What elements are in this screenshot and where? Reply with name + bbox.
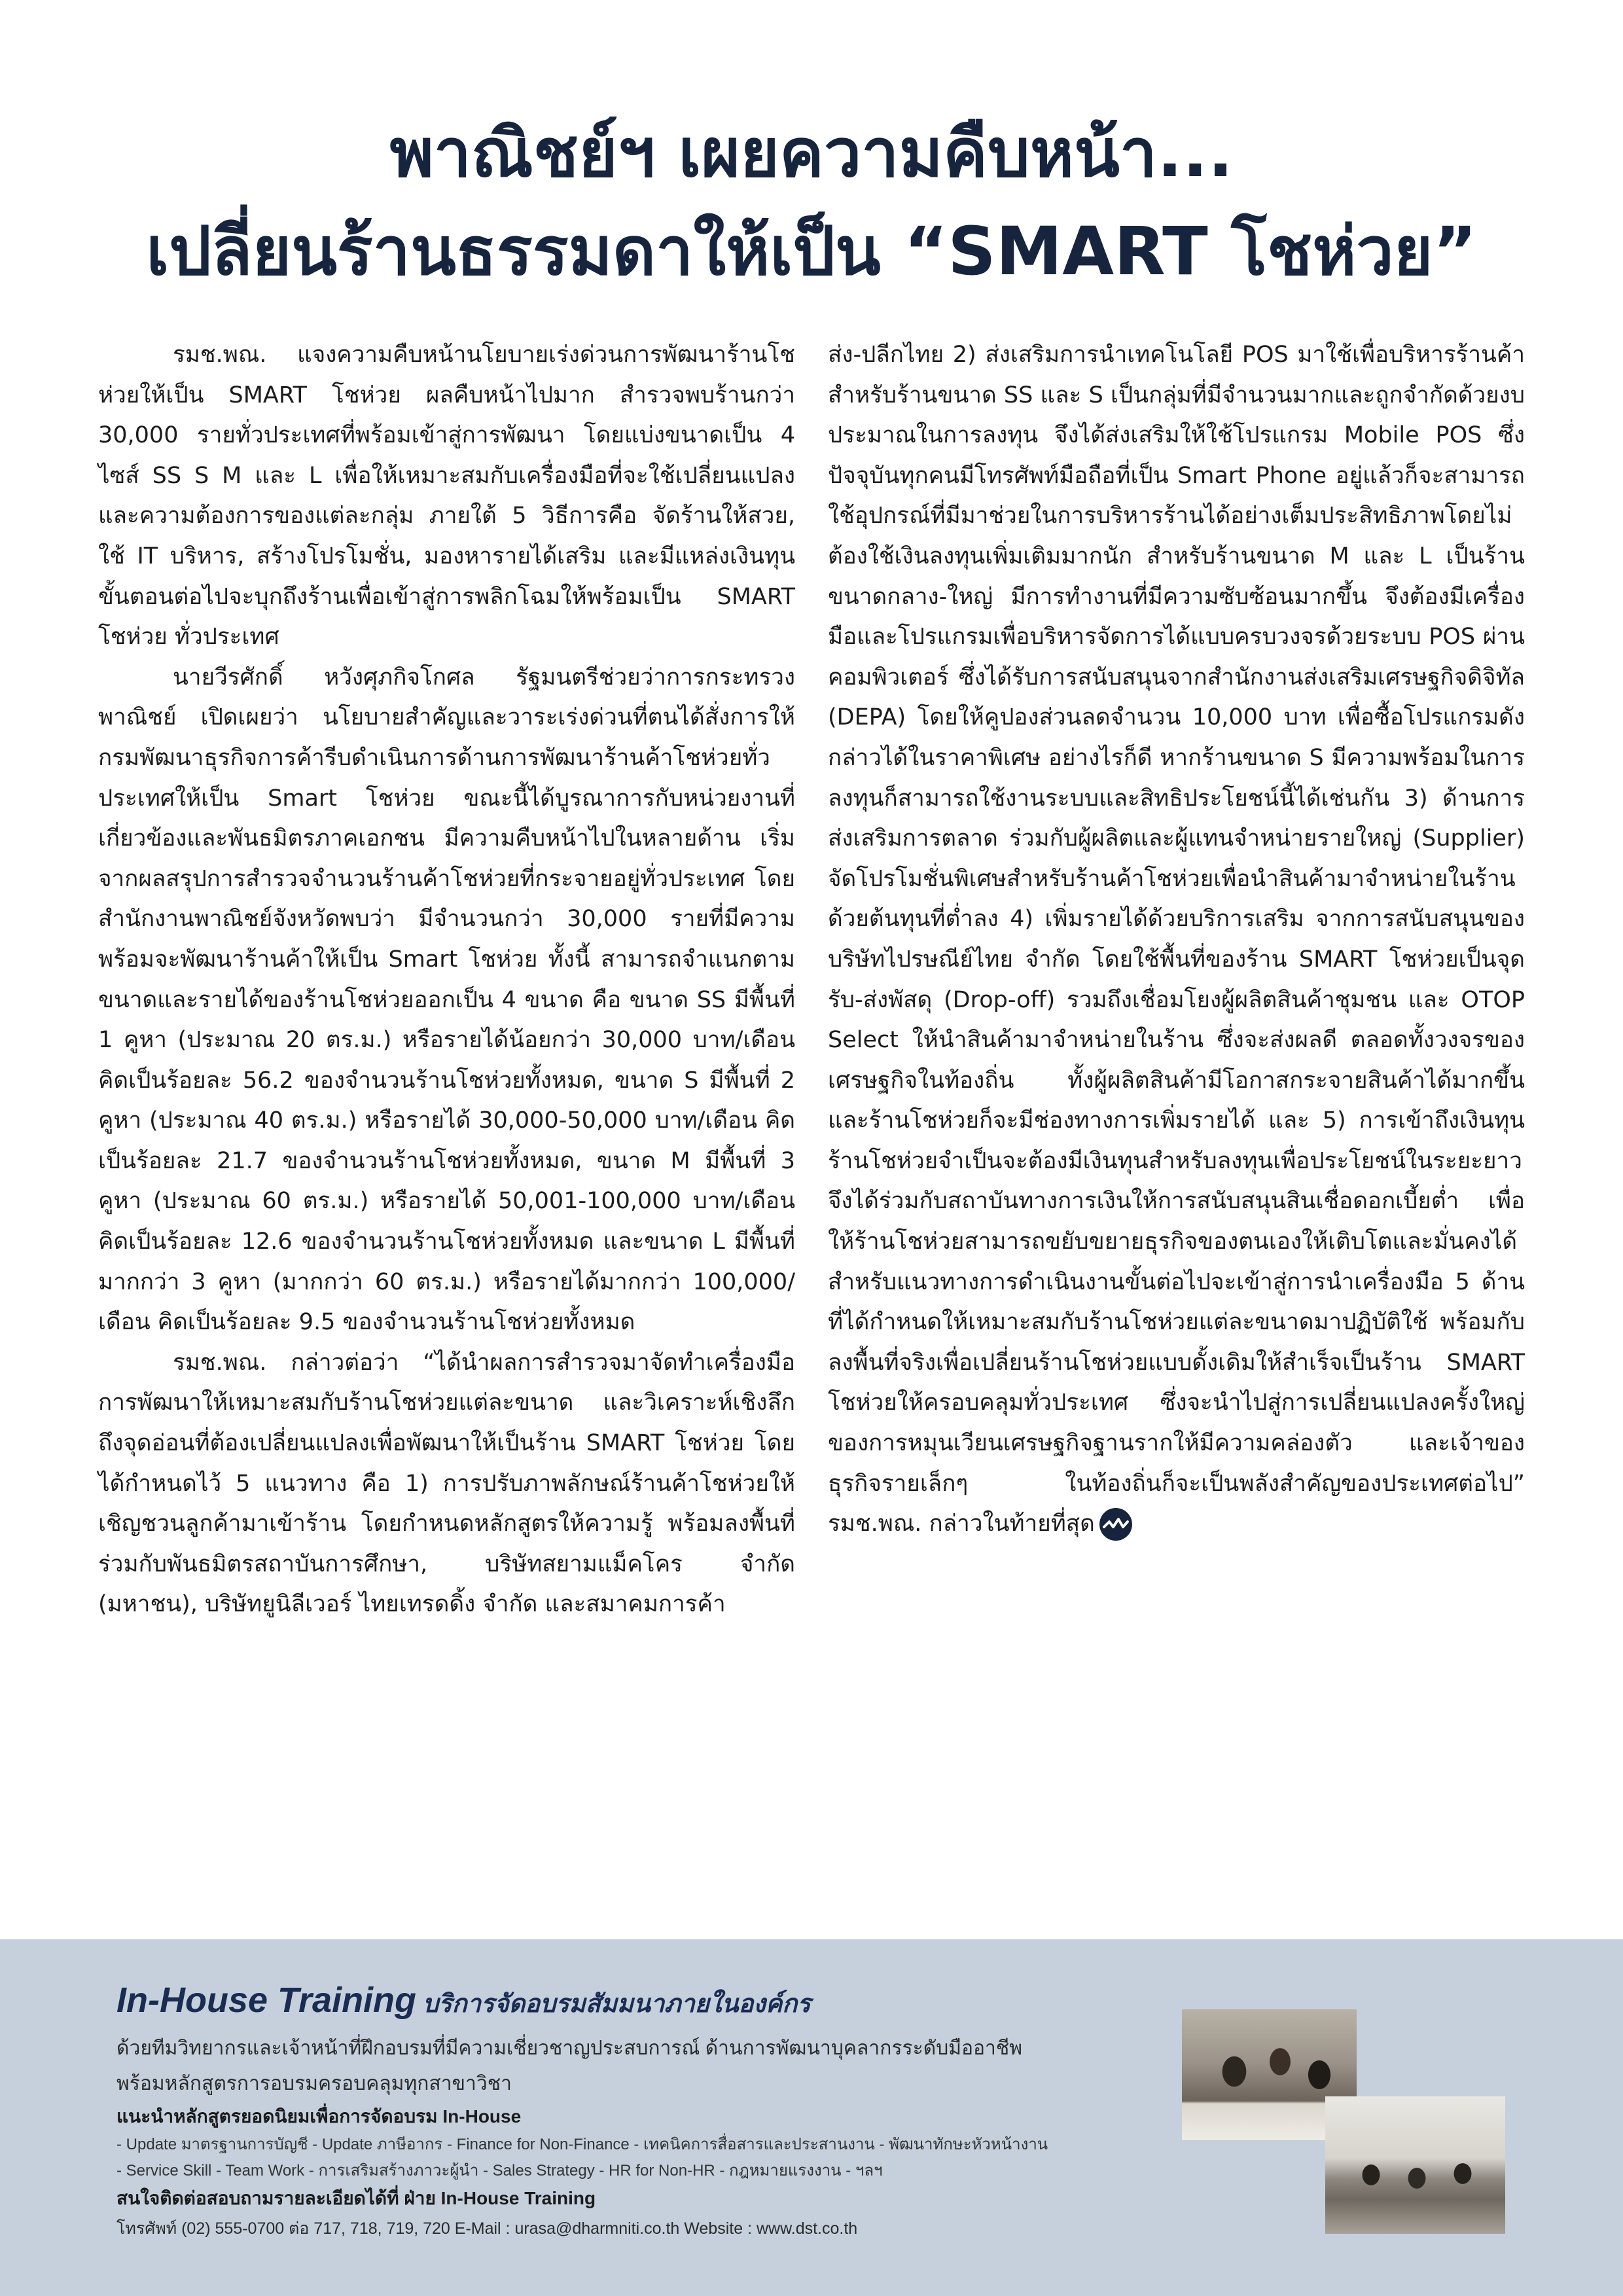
course-list-line-2: - Service Skill - Team Work - การเสริมสร้างภาวะผู้นำ - Sales Strategy - HR for Non-HR - กฎหมายแรงงาน - ฯลฯ <box>116 2162 883 2179</box>
article-paragraph-4 <box>828 335 1525 1545</box>
headline <box>0 105 1623 301</box>
wave-circle-icon <box>1099 1507 1133 1541</box>
banner-description <box>116 2031 1177 2102</box>
headline-line-2: เปลี่ยนร้านธรรมดาให้เป็น “SMART โชห่วย” <box>146 213 1477 291</box>
article-column-left <box>98 335 795 1625</box>
recommended-courses-heading: แนะนำหลักสูตรยอดนิยมเพื่อการจัดอบรม In-House <box>116 2106 522 2126</box>
article-body <box>98 335 1525 1906</box>
banner-text <box>116 1980 1177 2244</box>
banner-title: In-House Training <box>116 1981 417 2020</box>
contact-heading: สนใจติดต่อสอบถามรายละเอียดได้ที่ ฝ่าย In-House Training <box>116 2188 596 2208</box>
headline-line-1: พาณิชย์ฯ เผยความคืบหน้า... <box>389 115 1234 192</box>
article-paragraph-3: รมช.พณ. กล่าวต่อว่า “ได้นำผลการสำรวจมาจัดทำเครื่องมือการพัฒนาให้เหมาะสมกับร้านโชห่วยแต่ละขนาด และวิเคราะห์เชิงลึกถึงจุดอ่อนที่ต้องเปลี่ยนแปลงเพื่อพัฒนาให้เป็นร้าน SMART โชห่วย โดยได้กำหนดไว้ 5 แนวทาง คือ 1) การปรับภาพลักษณ์ร้านค้าโชห่วยให้เชิญชวนลูกค้ามาเข้าร้าน โดยกำหนดหลักสูตรให้ความรู้ พร้อมลงพื้นที่ร่วมกับพันธมิตรสถาบันการศึกษา, บริษัทสยามแม็คโคร จำกัด (มหาชน), บริษัทยูนิลีเวอร์ ไทยเทรดดิ้ง จำกัด และสมาคมการค้า <box>98 1349 795 1618</box>
banner-subtitle: บริการจัดอบรมสัมมนาภายในองค์กร <box>423 1990 811 2018</box>
article-paragraph-4-text: ส่ง-ปลีกไทย 2) ส่งเสริมการนำเทคโนโลยี POS มาใช้เพื่อบริหารร้านค้าสำหรับร้านขนาด SS และ S เป็นกลุ่มที่มีจำนวนมากและถูกจำกัดด้วยงบประมาณในการลงทุน จึงได้ส่งเสริมให้ใช้โปรแกรม Mobile POS ซึ่งปัจจุบันทุกคนมีโทรศัพท์มือถือที่เป็น Smart Phone อยู่แล้วก็จะสามารถใช้อุปกรณ์ที่มีมาช่วยในการบริหารร้านได้อย่างเต็มประสิทธิภาพโดยไม่ต้องใช้เงินลงทุนเพิ่มเติมมากนัก สำหรับร้านขนาด M และ L เป็นร้านขนาดกลาง-ใหญ่ มีการทำงานที่มีความซับซ้อนมากขึ้น จึงต้องมีเครื่องมือและโปรแกรมเพื่อบริหารจัดการได้แบบครบวงจรด้วยระบบ POS ผ่านคอมพิวเตอร์ ซึ่งได้รับการสนับสนุนจากสำนักงานส่งเสริมเศรษฐกิจดิจิทัล (DEPA) โดยให้คูปองส่วนลดจำนวน 10,000 บาท เพื่อซื้อโปรแกรมดังกล่าวได้ในราคาพิเศษ อย่างไรก็ดี หากร้านขนาด S มีความพร้อมในการลงทุนก็สามารถใช้งานระบบและสิทธิประโยชน์นี้ได้เช่นกัน 3) ด้านการส่งเสริมการตลาด ร่วมกับผู้ผลิตและผู้แทนจำหน่ายรายใหญ่ (Supplier) จัดโปรโมชั่นพิเศษสำหรับร้านค้าโชห่วยเพื่อนำสินค้ามาจำหน่ายในร้านด้วยต้นทุนที่ต่ำลง 4) เพิ่มรายได้ด้วยบริการเสริม จากการสนับสนุนของบริษัทไปรษณีย์ไทย จำกัด โดยใช้พื้นที่ของร้าน SMART โชห่วยเป็นจุดรับ-ส่งพัสดุ (Drop-off) รวมถึงเชื่อมโยงผู้ผลิตสินค้าชุมชน และ OTOP Select ให้นำสินค้ามาจำหน่ายในร้าน ซึ่งจะส่งผลดี ตลอดทั้งวงจรของเศรษฐกิจในท้องถิ่น ทั้งผู้ผลิตสินค้ามีโอกาสกระจายสินค้าได้มากขึ้น และร้านโชห่วยก็จะมีช่องทางการเพิ่มรายได้ และ 5) การเข้าถึงเงินทุน ร้านโชห่วยจำเป็นจะต้องมีเงินทุนสำหรับลงทุนเพื่อประโยชน์ในระยะยาว จึงได้ร่วมกับสถาบันทางการเงินให้การสนับสนุนสินเชื่อดอกเบี้ยต่ำ เพื่อให้ร้านโชห่วยสามารถขยับขยายธุรกิจของตนเองให้เติบโตและมั่นคงได้ สำหรับแนวทางการดำเนินงานขั้นต่อไปจะเข้าสู่การนำเครื่องมือ 5 ด้านที่ได้กำหนดให้เหมาะสมกับร้านโชห่วยแต่ละขนาดมาปฏิบัติใช้ พร้อมกับลงพื้นที่จริงเพื่อเปลี่ยนร้านโชห่วยแบบดั้งเดิมให้สำเร็จเป็นร้าน SMART โชห่วยให้ครอบคลุมทั่วประเทศ ซึ่งจะนำไปสู่การเปลี่ยนแปลงครั้งใหญ่ของการหมุนเวียนเศรษฐกิจฐานรากให้มีความคล่องตัว และเจ้าของธุรกิจรายเล็กๆ ในท้องถิ่นก็จะเป็นพลังสำคัญของประเทศต่อไป” รมช.พณ. กล่าวในท้ายที่สุด <box>828 342 1525 1537</box>
banner-title-row <box>116 1980 1177 2023</box>
training-photo-2 <box>1325 2096 1505 2234</box>
contact-details: โทรศัพท์ (02) 555-0700 ต่อ 717, 718, 719, 720 E-Mail : urasa@dharmniti.co.th Website : www.dst.co.th <box>116 2219 858 2238</box>
in-house-training-banner <box>0 1939 1623 2296</box>
article-paragraph-2: นายวีรศักดิ์ หวังศุภกิจโกศล รัฐมนตรีช่วยว่าการกระทรวงพาณิชย์ เปิดเผยว่า นโยบายสำคัญและวาระเร่งด่วนที่ตนได้สั่งการให้กรมพัฒนาธุรกิจการค้ารีบดำเนินการด้านการพัฒนาร้านค้าโชห่วยทั่วประเทศให้เป็น Smart โชห่วย ขณะนี้ได้บูรณาการกับหน่วยงานที่เกี่ยวข้องและพันธมิตรภาคเอกชน มีความคืบหน้าไปในหลายด้าน เริ่มจากผลสรุปการสำรวจจำนวนร้านค้าโชห่วยที่กระจายอยู่ทั่วประเทศ โดยสำนักงานพาณิชย์จังหวัดพบว่า มีจำนวนกว่า 30,000 รายที่มีความพร้อมจะพัฒนาร้านค้าให้เป็น Smart โชห่วย ทั้งนี้ สามารถจำแนกตามขนาดและรายได้ของร้านโชห่วยออกเป็น 4 ขนาด คือ ขนาด SS มีพื้นที่ 1 คูหา (ประมาณ 20 ตร.ม.) หรือรายได้น้อยกว่า 30,000 บาท/เดือน คิดเป็นร้อยละ 56.2 ของจำนวนร้านโชห่วยทั้งหมด, ขนาด S มีพื้นที่ 2 คูหา (ประมาณ 40 ตร.ม.) หรือรายได้ 30,000-50,000 บาท/เดือน คิดเป็นร้อยละ 21.7 ของจำนวนร้านโชห่วยทั้งหมด, ขนาด M มีพื้นที่ 3 คูหา (ประมาณ 60 ตร.ม.) หรือรายได้ 50,001-100,000 บาท/เดือน คิดเป็นร้อยละ 12.6 ของจำนวนร้านโชห่วยทั้งหมด และขนาด L มีพื้นที่มากกว่า 3 คูหา (มากกว่า 60 ตร.ม.) หรือรายได้มากกว่า 100,000/เดือน คิดเป็นร้อยละ 9.5 ของจำนวนร้านโชห่วยทั้งหมด <box>98 664 795 1336</box>
course-list-line-1: - Update มาตรฐานการบัญชี - Update ภาษีอากร - Finance for Non-Finance - เทคนิคการสื่อสารและประสานงาน - พัฒนาทักษะหัวหน้างาน <box>116 2136 1048 2153</box>
article-column-right <box>828 335 1525 1545</box>
article-paragraph-1: รมช.พณ. แจงความคืบหน้านโยบายเร่งด่วนการพัฒนาร้านโชห่วยให้เป็น SMART โชห่วย ผลคืบหน้าไปมาก สำรวจพบร้านกว่า 30,000 รายทั่วประเทศที่พร้อมเข้าสู่การพัฒนา โดยแบ่งขนาดเป็น 4 ไซส์ SS S M และ L เพื่อให้เหมาะสมกับเครื่องมือที่จะใช้เปลี่ยนแปลงและความต้องการของแต่ละกลุ่ม ภายใต้ 5 วิธีการคือ จัดร้านให้สวย, ใช้ IT บริหาร, สร้างโปรโมชั่น, มองหารายได้เสริม และมีแหล่งเงินทุน ขั้นตอนต่อไปจะบุกถึงร้านเพื่อเข้าสู่การพลิกโฉมให้พร้อมเป็น SMART โชห่วย ทั่วประเทศ <box>98 342 795 651</box>
banner-description-line-1: ด้วยทีมวิทยากรและเจ้าหน้าที่ฝึกอบรมที่มีความเชี่ยวชาญประสบการณ์ ด้านการพัฒนาบุคลากรระดับมืออาชีพ <box>116 2037 1023 2059</box>
banner-description-line-2: พร้อมหลักสูตรการอบรมครอบคลุมทุกสาขาวิชา <box>116 2073 512 2094</box>
